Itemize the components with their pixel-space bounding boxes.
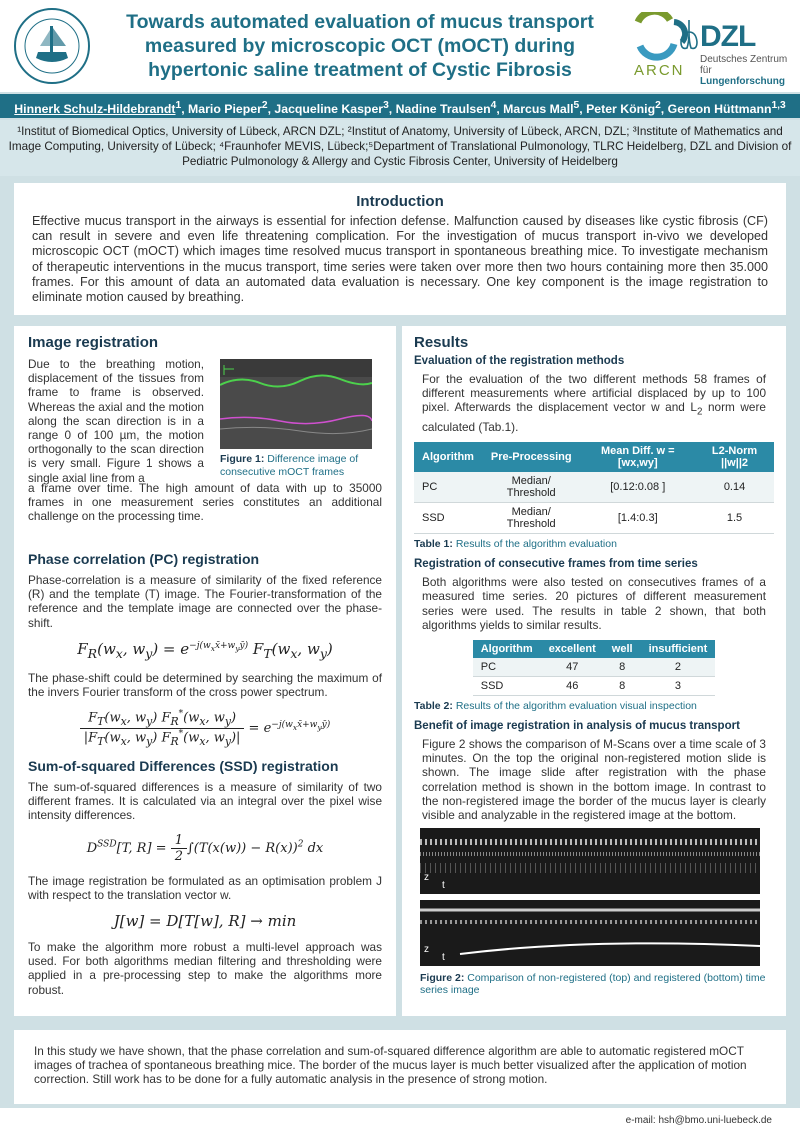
table-header-cell: well bbox=[604, 640, 641, 658]
table-cell: 3 bbox=[641, 676, 716, 695]
table-row bbox=[473, 658, 716, 677]
university-seal-icon bbox=[12, 6, 92, 86]
author-sup: 2 bbox=[655, 100, 661, 111]
table-header-cell: Algorithm bbox=[473, 640, 541, 658]
table-2-header bbox=[473, 640, 716, 658]
ssd-equation-2: J[w] = D[T[w], R] → min bbox=[113, 912, 297, 931]
axis-z-label-top: z bbox=[424, 872, 429, 884]
table-cell: 47 bbox=[541, 658, 604, 677]
table-header-cell: L2-Norm ||w||2 bbox=[695, 442, 774, 472]
eval-text bbox=[414, 372, 774, 434]
figure-1-caption-text: Difference image of consecutive mOCT frames bbox=[220, 453, 359, 478]
author-name: , Jacqueline Kasper bbox=[267, 102, 384, 117]
conclusion-text: In this study we have shown, that the phase correlation and sum-of-squared difference algorithm are able to automatic registered mOCT images of trachea of spontaneous breathing mice. The border of the mucus layer is much better visualized after the application of motion correction. Still work has to be done for a fully automatic analysis in the presence of strong motion. bbox=[34, 1044, 747, 1087]
table-header-cell: insufficient bbox=[641, 640, 716, 658]
footer-email[interactable]: e-mail: hsh@bmo.uni-luebeck.de bbox=[625, 1115, 772, 1126]
author-bar bbox=[0, 94, 800, 118]
introduction-heading: Introduction bbox=[356, 193, 444, 210]
benefit-text: Figure 2 shows the comparison of M-Scans over a time scale of 3 minutes. On the top the original non-registered motion slide is shown. The image slide after registration with the phase correlation method is shown in the bottom image. In contrast to the non-registered image the border of the mucus layer is clearly visible and analyzable in the registered image at the bottom. bbox=[422, 736, 766, 822]
consec-text: Both algorithms were also tested on consecutives frames of a measured time series. 20 pictures of different measurement series were used. The results in table 2 shown, that both algorithms yields to similar results. bbox=[422, 575, 766, 632]
author-sup: 1,3 bbox=[771, 100, 786, 111]
table-1-label: Table 1: bbox=[414, 538, 453, 551]
author-sup: 4 bbox=[490, 100, 497, 111]
table-cell: 8 bbox=[604, 658, 641, 677]
eval-heading: Evaluation of the registration methods bbox=[414, 355, 625, 367]
table-2-caption bbox=[414, 700, 774, 712]
author-name: , Nadine Traulsen bbox=[388, 102, 491, 117]
first-author-sup: 1 bbox=[175, 100, 182, 111]
table-row bbox=[473, 676, 716, 695]
table-1-header bbox=[414, 442, 774, 472]
consec-heading: Registration of consecutive frames from time series bbox=[414, 558, 698, 571]
dzl-lungs-icon bbox=[678, 18, 700, 52]
image-registration-heading: Image registration bbox=[28, 334, 159, 351]
table-2-caption-text: Results of the algorithm evaluation visual inspection bbox=[452, 699, 697, 712]
table-cell: [1.4:0.3] bbox=[580, 503, 695, 534]
footer bbox=[0, 1108, 800, 1131]
figure-2-label: Figure 2: bbox=[420, 972, 465, 985]
methods-panel bbox=[14, 326, 396, 1016]
table-cell: 1.5 bbox=[695, 503, 774, 534]
table-2 bbox=[473, 640, 716, 696]
figure-1-image bbox=[220, 359, 372, 449]
table-cell: PC bbox=[414, 472, 482, 503]
axis-z-label-bottom: z bbox=[424, 944, 429, 956]
table-cell: SSD bbox=[414, 503, 482, 534]
poster-header bbox=[0, 0, 800, 92]
table-1-caption-text: Results of the algorithm evaluation bbox=[452, 538, 617, 551]
table-cell: Median/ Threshold bbox=[482, 472, 581, 503]
author-sup: 2 bbox=[261, 100, 268, 111]
pc-text-1: Phase-correlation is a measure of similarity of the fixed reference (R) and the template (T) image. The Fourier-transformation of the reference and the template image are connected over the phase-shift. bbox=[28, 573, 382, 630]
pc-text-2: The phase-shift could be determined by searching the maximum of the invers Fourier transform of the cross power spectrum. bbox=[28, 670, 382, 700]
table-cell: PC bbox=[473, 658, 541, 677]
dzl-logo-subtitle bbox=[700, 54, 795, 87]
figure-2-caption bbox=[414, 972, 774, 996]
table-header-cell: Algorithm bbox=[414, 442, 482, 472]
image-registration-block bbox=[28, 357, 382, 547]
mscan-registered bbox=[420, 900, 760, 966]
introduction-panel bbox=[14, 183, 786, 315]
ssd-text-2: The image registration be formulated as an optimisation problem J with respect to the translation vector w. bbox=[28, 873, 382, 902]
author-name: , Gereon Hüttmann bbox=[660, 102, 772, 117]
eval-text-end: norm were calculated (Tab.1). bbox=[422, 400, 766, 434]
eval-text-main: For the evaluation of the two different methods 58 frames of different measurements where artificial displaced by up to 100 pixel. Afterwards the displacement vector w and L bbox=[422, 372, 766, 415]
dzl-sub-line1: Deutsches Zentrum für bbox=[700, 54, 788, 76]
introduction-text: Effective mucus transport in the airways is essential for infection defense. Malfunction caused by diseases like cystic fibrosis (CF) can result in severe and even life threatening complication. For the investigation of mucus transport in-vivo we developed microscopic OCT (mOCT) which images time resolved mucus transport in spontaneous breathing mice. To investigate mechanism of therapeutic interventions in the mucus transport, time series were taken over more then two hours containing more then 35.000 frames. For this amount of data an automated data evaluation is necessary. One key component is the image registration to eliminate motion caused by breathing. bbox=[32, 214, 768, 305]
figure-2-caption-text: Comparison of non-registered (top) and registered (bottom) time series image bbox=[420, 972, 766, 997]
table-cell: 2 bbox=[641, 658, 716, 677]
pc-heading: Phase correlation (PC) registration bbox=[28, 551, 260, 567]
poster-title: Towards automated evaluation of mucus transport measured by microscopic OCT (mOCT) during hypertonic saline treatment of Cystic Fibrosis bbox=[126, 11, 594, 81]
table-cell: 0.14 bbox=[695, 472, 774, 503]
axis-t-label-top: t bbox=[442, 880, 445, 892]
ssd-text-3: To make the algorithm more robust a multi-level approach was used. For both algorithms median filtering and thresholding were applied in a pre-processing step to make the algorithms more robust. bbox=[28, 940, 382, 997]
table-header-cell: excellent bbox=[541, 640, 604, 658]
table-2-body bbox=[473, 658, 716, 696]
figure-1-caption bbox=[220, 453, 380, 478]
mscan-bottom-image bbox=[420, 900, 760, 966]
affiliations: ¹Institut of Biomedical Optics, University of Lübeck, ARCN DZL; ²Institut of Anatomy, University of Lübeck, ARCN, DZL; ³Institute of Mathematics and Image Computing, University of Lübeck; ⁴Fraunhofer MEVIS, Lübeck;⁵Department of Translational Pulmonology, TLRC Heidelberg, DZL and Division of Pediatric Pulmonology & Allergy and Cystic Fibrosis Center, University of Heidelberg bbox=[0, 120, 800, 176]
table-cell: [0.12:0.08 ] bbox=[580, 472, 695, 503]
author-sup: 5 bbox=[573, 100, 580, 111]
author-name: , Mario Pieper bbox=[181, 102, 262, 117]
ssd-heading: Sum-of-squared Differences (SSD) registration bbox=[28, 758, 339, 775]
table-2-label: Table 2: bbox=[414, 699, 453, 712]
table-1-caption bbox=[414, 538, 774, 550]
table-cell: SSD bbox=[473, 676, 541, 695]
image-registration-text-a: Due to the breathing motion, displacement of the tissues from frame to frame is observed. Whereas the axial and the motion along the scan direction is in a range 0 of 100 µm, the motion orthogonally to the scan direction is very small. Figure 1 shows a single axial line from a bbox=[28, 357, 204, 485]
arcn-logo-text: ARCN bbox=[634, 62, 685, 79]
ssd-text-1: The sum-of-squared differences is a measure of similarity of two different frames. It is calculated via an integral over the pixel wise intensity differences. bbox=[28, 780, 382, 823]
image-registration-text-b: a frame over time. The high amount of data with up to 35000 frames in one measurement series constitutes an additional challenge on the processing time. bbox=[28, 481, 382, 524]
eval-text-sub: 2 bbox=[696, 406, 703, 418]
table-row bbox=[414, 503, 774, 534]
author-name: , Peter König bbox=[579, 102, 656, 117]
results-panel bbox=[402, 326, 786, 1016]
table-cell: Median/ Threshold bbox=[482, 503, 581, 534]
table-cell: 8 bbox=[604, 676, 641, 695]
table-row bbox=[414, 472, 774, 503]
figure-1-label: Figure 1: bbox=[220, 453, 265, 465]
mscan-top-image bbox=[420, 828, 760, 894]
results-heading: Results bbox=[414, 334, 469, 351]
benefit-heading: Benefit of image registration in analysis of mucus transport bbox=[414, 719, 740, 732]
conclusion-panel bbox=[14, 1030, 786, 1104]
other-authors bbox=[181, 102, 786, 116]
axis-t-label-bottom: t bbox=[442, 952, 445, 964]
partner-logos bbox=[630, 12, 795, 87]
mscan-non-registered bbox=[420, 828, 760, 894]
table-header-cell: Pre-Processing bbox=[482, 442, 581, 472]
dzl-sub-line2: Lungenforschung bbox=[700, 76, 785, 87]
pc-equation-2: $\frac{F_T(w_x, w_y) F_R^*(w_x, w_y)}{|F_T(w_x, w_y) F_R^*(w_x, w_y)|}$ = $e^{-j(w_xx̄+w_yȳ)}$ bbox=[28, 709, 382, 748]
table-1 bbox=[414, 442, 774, 534]
author-name: , Marcus Mall bbox=[496, 102, 574, 117]
table-1-body bbox=[414, 472, 774, 534]
author-sup: 3 bbox=[383, 100, 389, 111]
first-author: Hinnerk Schulz-Hildebrandt bbox=[14, 102, 176, 117]
table-cell: 46 bbox=[541, 676, 604, 695]
table-header-cell: Mean Diff. w = [wx,wy] bbox=[580, 442, 695, 472]
pc-equation-1: $F_R(w_x$, $w_y) = e^{-j(w_xx̄+w_yȳ)}$ $F_T(w_x$, $w_y$) bbox=[77, 639, 333, 661]
dzl-logo-text: DZL bbox=[700, 20, 756, 53]
ssd-equation-1: $D^{SSD}[T$, R] = $\frac{1}{2}$ $\int(T(x(w)) - R(x))^2$ dx bbox=[86, 832, 324, 864]
